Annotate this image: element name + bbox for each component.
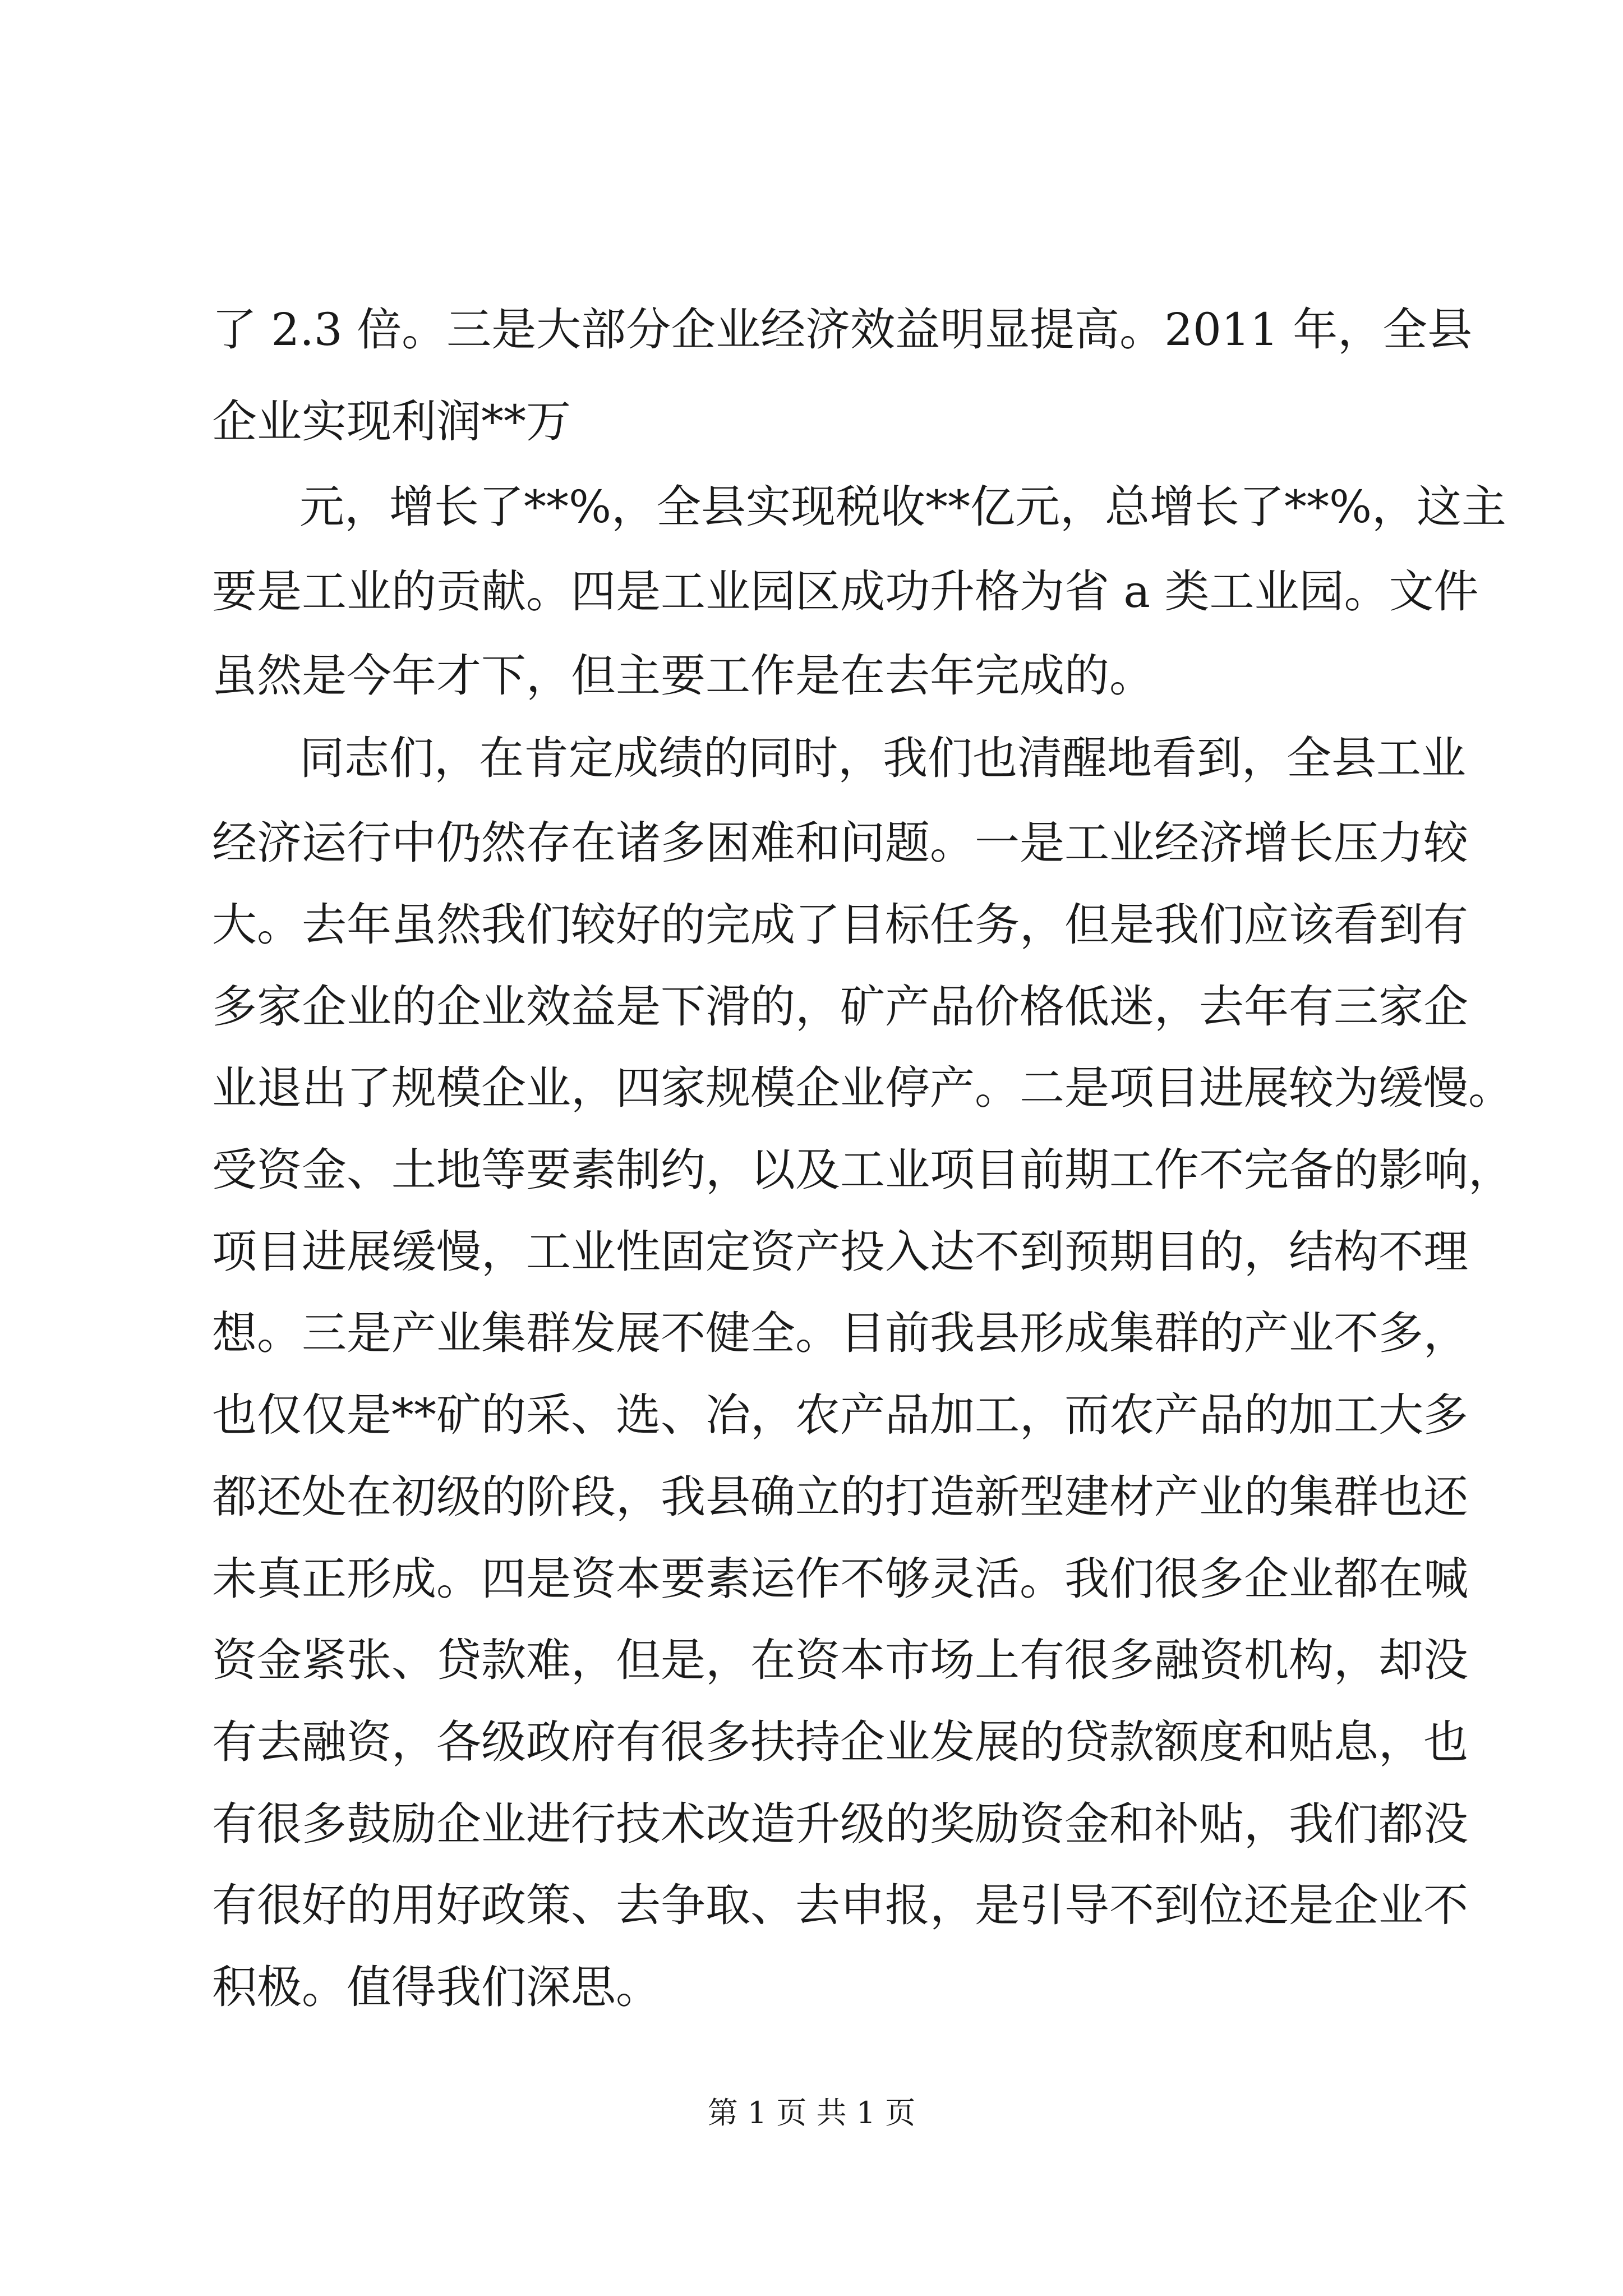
text-line: 虽然是今年才下，但主要工作是在去年完成的。	[212, 650, 1154, 702]
text-line: 经济运行中仍然存在诸多困难和问题。一是工业经济增长压力较	[212, 817, 1468, 869]
text-line: 有很好的用好政策、去争取、去申报，是引导不到位还是企业不	[212, 1879, 1468, 1931]
text-line: 同志们，在肯定成绩的同时，我们也清醒地看到，全县工业	[299, 732, 1466, 784]
text-line: 业退出了规模企业，四家规模企业停产。二是项目进展较为缓慢。	[212, 1062, 1513, 1114]
text-line: 想。三是产业集群发展不健全。目前我县形成集群的产业不多，	[212, 1307, 1468, 1359]
text-line: 多家企业的企业效益是下滑的，矿产品价格低迷，去年有三家企	[212, 981, 1468, 1033]
text-line: 元，增长了**%，全县实现税收**亿元，总增长了**%，这主	[299, 481, 1507, 533]
text-line: 受资金、土地等要素制约，以及工业项目前期工作不完备的影响，	[212, 1144, 1513, 1196]
text-line: 都还处在初级的阶段，我县确立的打造新型建材产业的集群也还	[212, 1471, 1468, 1523]
text-line: 资金紧张、贷款难，但是，在资本市场上有很多融资机构，却没	[212, 1634, 1468, 1686]
text-line: 也仅仅是**矿的采、选、冶，农产品加工，而农产品的加工大多	[212, 1389, 1468, 1441]
text-line: 了 2.3 倍。三是大部分企业经济效益明显提高。2011 年，全县	[212, 303, 1473, 356]
text-line: 积极。值得我们深思。	[212, 1961, 661, 2013]
text-line: 要是工业的贡献。四是工业园区成功升格为省 a 类工业园。文件	[212, 565, 1479, 618]
text-line: 有去融资，各级政府有很多扶持企业发展的贷款额度和贴息，也	[212, 1716, 1468, 1768]
text-line: 企业实现利润**万	[212, 395, 571, 448]
text-line: 未真正形成。四是资本要素运作不够灵活。我们很多企业都在喊	[212, 1553, 1468, 1605]
page-number-footer: 第 1 页 共 1 页	[707, 2095, 916, 2131]
text-line: 项目进展缓慢，工业性固定资产投入达不到预期目的，结构不理	[212, 1226, 1468, 1278]
text-line: 大。去年虽然我们较好的完成了目标任务，但是我们应该看到有	[212, 899, 1468, 951]
text-line: 有很多鼓励企业进行技术改造升级的奖励资金和补贴，我们都没	[212, 1798, 1468, 1850]
